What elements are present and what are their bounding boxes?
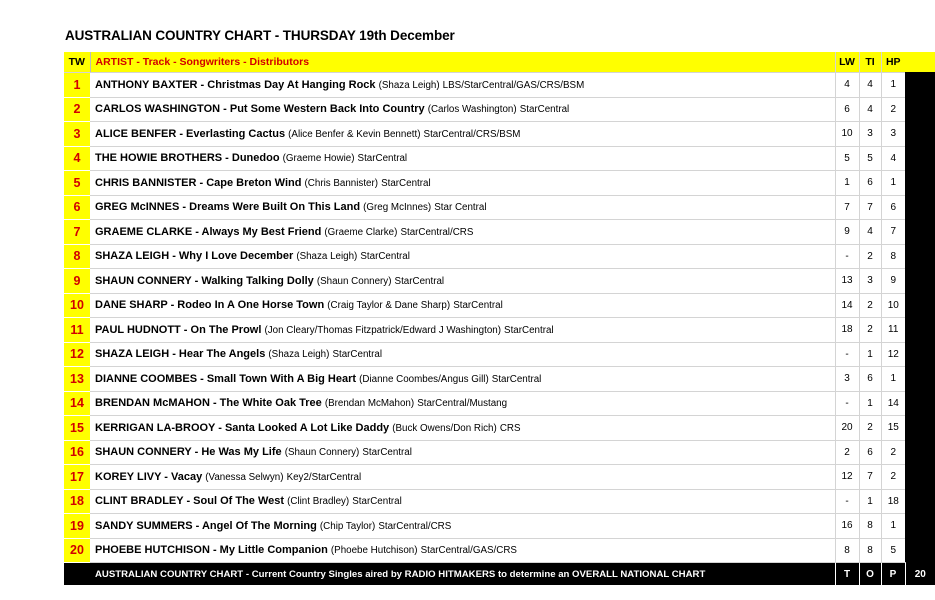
page-title: AUSTRALIAN COUNTRY CHART - THURSDAY 19th December bbox=[65, 28, 455, 43]
position-cell: 16 bbox=[64, 440, 90, 465]
artist-track: GREG McINNES - Dreams Were Built On This Land bbox=[95, 201, 361, 214]
entry-cell bbox=[90, 416, 835, 441]
footer-spacer bbox=[64, 563, 90, 586]
distributors: StarCentral bbox=[352, 496, 402, 508]
artist-track: SHAUN CONNERY - He Was My Life bbox=[95, 446, 282, 459]
position-cell: 9 bbox=[64, 269, 90, 294]
entry-cell bbox=[90, 514, 835, 539]
highest-position-cell: 4 bbox=[881, 146, 905, 171]
times-in-cell: 6 bbox=[859, 171, 881, 196]
table-row bbox=[64, 342, 935, 367]
songwriters: (Shaun Connery) bbox=[316, 275, 392, 287]
table-row bbox=[64, 146, 935, 171]
black-cell bbox=[905, 293, 935, 318]
table-row bbox=[64, 367, 935, 392]
table-row bbox=[64, 122, 935, 147]
position-cell: 6 bbox=[64, 195, 90, 220]
black-cell bbox=[905, 465, 935, 490]
black-cell bbox=[905, 97, 935, 122]
times-in-cell: 4 bbox=[859, 97, 881, 122]
position-cell: 3 bbox=[64, 122, 90, 147]
times-in-cell: 2 bbox=[859, 416, 881, 441]
artist-track: SHAUN CONNERY - Walking Talking Dolly bbox=[95, 274, 314, 287]
times-in-cell: 6 bbox=[859, 367, 881, 392]
distributors: StarCentral bbox=[357, 153, 408, 165]
last-week-cell: 20 bbox=[835, 416, 859, 441]
last-week-cell: 1 bbox=[835, 171, 859, 196]
distributors: StarCentral bbox=[491, 373, 542, 385]
header-tw: TW bbox=[64, 52, 90, 73]
black-cell bbox=[905, 318, 935, 343]
last-week-cell: 8 bbox=[835, 538, 859, 563]
songwriters: (Vanessa Selwyn) bbox=[205, 471, 284, 483]
last-week-cell: - bbox=[835, 489, 859, 514]
distributors: StarCentral/GAS/CRS bbox=[420, 545, 517, 557]
highest-position-cell: 2 bbox=[881, 97, 905, 122]
last-week-cell: - bbox=[835, 391, 859, 416]
entry-cell bbox=[90, 440, 835, 465]
entry-cell bbox=[90, 171, 835, 196]
entry-cell bbox=[90, 269, 835, 294]
distributors: StarCentral/CRS/BSM bbox=[423, 128, 521, 140]
songwriters: (Clint Bradley) bbox=[287, 496, 350, 508]
table-row bbox=[64, 465, 935, 490]
artist-track: SHAZA LEIGH - Why I Love December bbox=[95, 250, 294, 263]
artist-track: GRAEME CLARKE - Always My Best Friend bbox=[95, 225, 322, 238]
distributors: StarCentral bbox=[519, 104, 570, 116]
position-cell: 11 bbox=[64, 318, 90, 343]
position-cell: 14 bbox=[64, 391, 90, 416]
position-cell: 17 bbox=[64, 465, 90, 490]
times-in-cell: 3 bbox=[859, 269, 881, 294]
artist-track: PAUL HUDNOTT - On The Prowl bbox=[95, 323, 262, 336]
times-in-cell: 4 bbox=[859, 220, 881, 245]
highest-position-cell: 14 bbox=[881, 391, 905, 416]
times-in-cell: 4 bbox=[859, 73, 881, 98]
position-cell: 20 bbox=[64, 538, 90, 563]
entry-cell bbox=[90, 465, 835, 490]
entry-cell bbox=[90, 220, 835, 245]
black-cell bbox=[905, 514, 935, 539]
last-week-cell: 18 bbox=[835, 318, 859, 343]
position-cell: 5 bbox=[64, 171, 90, 196]
highest-position-cell: 1 bbox=[881, 171, 905, 196]
highest-position-cell: 7 bbox=[881, 220, 905, 245]
position-cell: 8 bbox=[64, 244, 90, 269]
position-cell: 18 bbox=[64, 489, 90, 514]
black-cell bbox=[905, 391, 935, 416]
black-cell bbox=[905, 146, 935, 171]
position-cell: 1 bbox=[64, 73, 90, 98]
position-cell: 19 bbox=[64, 514, 90, 539]
distributors: Key2/StarCentral bbox=[286, 471, 362, 483]
black-cell bbox=[905, 489, 935, 514]
position-cell: 2 bbox=[64, 97, 90, 122]
last-week-cell: 12 bbox=[835, 465, 859, 490]
footer-p: P bbox=[881, 563, 905, 586]
entry-cell bbox=[90, 122, 835, 147]
distributors: StarCentral bbox=[360, 251, 410, 263]
songwriters: (Shaza Leigh) bbox=[378, 79, 440, 91]
highest-position-cell: 10 bbox=[881, 293, 905, 318]
distributors: Star Central bbox=[434, 202, 487, 214]
artist-track: SANDY SUMMERS - Angel Of The Morning bbox=[95, 519, 317, 532]
black-cell bbox=[905, 122, 935, 147]
songwriters: (Carlos Washington) bbox=[427, 104, 517, 116]
songwriters: (Dianne Coombes/Angus Gill) bbox=[359, 373, 489, 385]
footer-row bbox=[64, 563, 935, 586]
last-week-cell: - bbox=[835, 342, 859, 367]
entry-cell bbox=[90, 244, 835, 269]
artist-track: CHRIS BANNISTER - Cape Breton Wind bbox=[95, 176, 302, 189]
highest-position-cell: 1 bbox=[881, 73, 905, 98]
entry-cell bbox=[90, 97, 835, 122]
position-cell: 10 bbox=[64, 293, 90, 318]
black-cell bbox=[905, 538, 935, 563]
last-week-cell: 10 bbox=[835, 122, 859, 147]
black-cell bbox=[905, 244, 935, 269]
header-row bbox=[64, 52, 935, 73]
table-row bbox=[64, 195, 935, 220]
table-row bbox=[64, 391, 935, 416]
position-cell: 15 bbox=[64, 416, 90, 441]
highest-position-cell: 1 bbox=[881, 514, 905, 539]
times-in-cell: 2 bbox=[859, 318, 881, 343]
songwriters: (Shaza Leigh) bbox=[268, 349, 330, 361]
black-cell bbox=[905, 367, 935, 392]
distributors: LBS/StarCentral/GAS/CRS/BSM bbox=[442, 79, 585, 91]
position-cell: 12 bbox=[64, 342, 90, 367]
times-in-cell: 7 bbox=[859, 195, 881, 220]
entry-cell bbox=[90, 342, 835, 367]
last-week-cell: 2 bbox=[835, 440, 859, 465]
entry-cell bbox=[90, 195, 835, 220]
black-cell bbox=[905, 416, 935, 441]
position-cell: 7 bbox=[64, 220, 90, 245]
highest-position-cell: 1 bbox=[881, 367, 905, 392]
table-row bbox=[64, 171, 935, 196]
distributors: StarCentral/Mustang bbox=[417, 398, 508, 410]
black-cell bbox=[905, 440, 935, 465]
last-week-cell: 14 bbox=[835, 293, 859, 318]
songwriters: (Brendan McMahon) bbox=[324, 398, 415, 410]
distributors: StarCentral bbox=[504, 324, 554, 336]
songwriters: (Phoebe Hutchison) bbox=[330, 545, 418, 557]
artist-track: CLINT BRADLEY - Soul Of The West bbox=[95, 495, 285, 508]
highest-position-cell: 18 bbox=[881, 489, 905, 514]
distributors: StarCentral bbox=[394, 275, 445, 287]
header-hp: HP bbox=[881, 52, 905, 73]
highest-position-cell: 15 bbox=[881, 416, 905, 441]
header-lw: LW bbox=[835, 52, 859, 73]
black-cell bbox=[905, 342, 935, 367]
artist-track: DANE SHARP - Rodeo In A One Horse Town bbox=[95, 299, 325, 312]
highest-position-cell: 6 bbox=[881, 195, 905, 220]
times-in-cell: 8 bbox=[859, 538, 881, 563]
entry-cell bbox=[90, 73, 835, 98]
artist-track: SHAZA LEIGH - Hear The Angels bbox=[95, 348, 266, 361]
header-black-cell bbox=[905, 52, 935, 73]
songwriters: (Greg McInnes) bbox=[363, 202, 432, 214]
last-week-cell: 3 bbox=[835, 367, 859, 392]
times-in-cell: 2 bbox=[859, 244, 881, 269]
last-week-cell: - bbox=[835, 244, 859, 269]
songwriters: (Chris Bannister) bbox=[304, 177, 379, 189]
artist-track: KERRIGAN LA-BROOY - Santa Looked A Lot Like Daddy bbox=[95, 421, 390, 434]
footer-o: O bbox=[859, 563, 881, 586]
position-cell: 4 bbox=[64, 146, 90, 171]
table-row bbox=[64, 514, 935, 539]
footer-text: AUSTRALIAN COUNTRY CHART - Current Country Singles aired by RADIO HITMAKERS to determine an OVERALL NATIONAL CHART bbox=[90, 563, 835, 586]
times-in-cell: 6 bbox=[859, 440, 881, 465]
artist-track: THE HOWIE BROTHERS - Dunedoo bbox=[95, 152, 280, 165]
artist-track: ANTHONY BAXTER - Christmas Day At Hanging Rock bbox=[95, 78, 376, 91]
highest-position-cell: 8 bbox=[881, 244, 905, 269]
table-row bbox=[64, 318, 935, 343]
table-row bbox=[64, 538, 935, 563]
times-in-cell: 1 bbox=[859, 342, 881, 367]
black-cell bbox=[905, 171, 935, 196]
black-cell bbox=[905, 220, 935, 245]
artist-track: PHOEBE HUTCHISON - My Little Companion bbox=[95, 544, 328, 557]
artist-track: DIANNE COOMBES - Small Town With A Big Heart bbox=[95, 372, 357, 385]
highest-position-cell: 5 bbox=[881, 538, 905, 563]
times-in-cell: 1 bbox=[859, 391, 881, 416]
songwriters: (Buck Owens/Don Rich) bbox=[392, 422, 497, 434]
songwriters: (Shaza Leigh) bbox=[296, 251, 358, 263]
table-row bbox=[64, 73, 935, 98]
songwriters: (Graeme Howie) bbox=[282, 153, 355, 165]
black-cell bbox=[905, 195, 935, 220]
songwriters: (Shaun Connery) bbox=[284, 447, 360, 459]
chart-table bbox=[64, 52, 935, 585]
table-row bbox=[64, 416, 935, 441]
table-row bbox=[64, 220, 935, 245]
header-main: ARTIST - Track - Songwriters - Distributors bbox=[90, 52, 835, 73]
header-ti: TI bbox=[859, 52, 881, 73]
songwriters: (Chip Taylor) bbox=[319, 520, 376, 532]
entry-cell bbox=[90, 318, 835, 343]
times-in-cell: 5 bbox=[859, 146, 881, 171]
entry-cell bbox=[90, 391, 835, 416]
entry-cell bbox=[90, 146, 835, 171]
entry-cell bbox=[90, 489, 835, 514]
distributors: StarCentral bbox=[362, 447, 412, 459]
last-week-cell: 13 bbox=[835, 269, 859, 294]
last-week-cell: 16 bbox=[835, 514, 859, 539]
footer-count: 20 bbox=[905, 563, 935, 586]
artist-track: KOREY LIVY - Vacay bbox=[95, 470, 203, 483]
footer-t: T bbox=[835, 563, 859, 586]
table-row bbox=[64, 269, 935, 294]
songwriters: (Graeme Clarke) bbox=[324, 226, 398, 238]
table-row bbox=[64, 244, 935, 269]
songwriters: (Jon Cleary/Thomas Fitzpatrick/Edward J Washington) bbox=[264, 324, 501, 336]
distributors: StarCentral bbox=[381, 177, 431, 189]
table-row bbox=[64, 293, 935, 318]
distributors: StarCentral bbox=[453, 300, 503, 312]
entry-cell bbox=[90, 538, 835, 563]
times-in-cell: 3 bbox=[859, 122, 881, 147]
last-week-cell: 6 bbox=[835, 97, 859, 122]
highest-position-cell: 2 bbox=[881, 440, 905, 465]
distributors: CRS bbox=[499, 422, 521, 434]
songwriters: (Craig Taylor & Dane Sharp) bbox=[327, 300, 451, 312]
artist-track: ALICE BENFER - Everlasting Cactus bbox=[95, 127, 286, 140]
last-week-cell: 4 bbox=[835, 73, 859, 98]
black-cell bbox=[905, 269, 935, 294]
highest-position-cell: 11 bbox=[881, 318, 905, 343]
table-row bbox=[64, 97, 935, 122]
times-in-cell: 7 bbox=[859, 465, 881, 490]
times-in-cell: 1 bbox=[859, 489, 881, 514]
distributors: StarCentral bbox=[332, 349, 383, 361]
distributors: StarCentral/CRS bbox=[400, 226, 474, 238]
last-week-cell: 7 bbox=[835, 195, 859, 220]
last-week-cell: 5 bbox=[835, 146, 859, 171]
distributors: StarCentral/CRS bbox=[378, 520, 452, 532]
position-cell: 13 bbox=[64, 367, 90, 392]
entry-cell bbox=[90, 367, 835, 392]
highest-position-cell: 12 bbox=[881, 342, 905, 367]
artist-track: BRENDAN McMAHON - The White Oak Tree bbox=[95, 397, 322, 410]
last-week-cell: 9 bbox=[835, 220, 859, 245]
times-in-cell: 2 bbox=[859, 293, 881, 318]
artist-track: CARLOS WASHINGTON - Put Some Western Back Into Country bbox=[95, 103, 425, 116]
highest-position-cell: 2 bbox=[881, 465, 905, 490]
times-in-cell: 8 bbox=[859, 514, 881, 539]
highest-position-cell: 9 bbox=[881, 269, 905, 294]
black-cell bbox=[905, 73, 935, 98]
highest-position-cell: 3 bbox=[881, 122, 905, 147]
table-row bbox=[64, 440, 935, 465]
songwriters: (Alice Benfer & Kevin Bennett) bbox=[288, 128, 421, 140]
entry-cell bbox=[90, 293, 835, 318]
table-row bbox=[64, 489, 935, 514]
